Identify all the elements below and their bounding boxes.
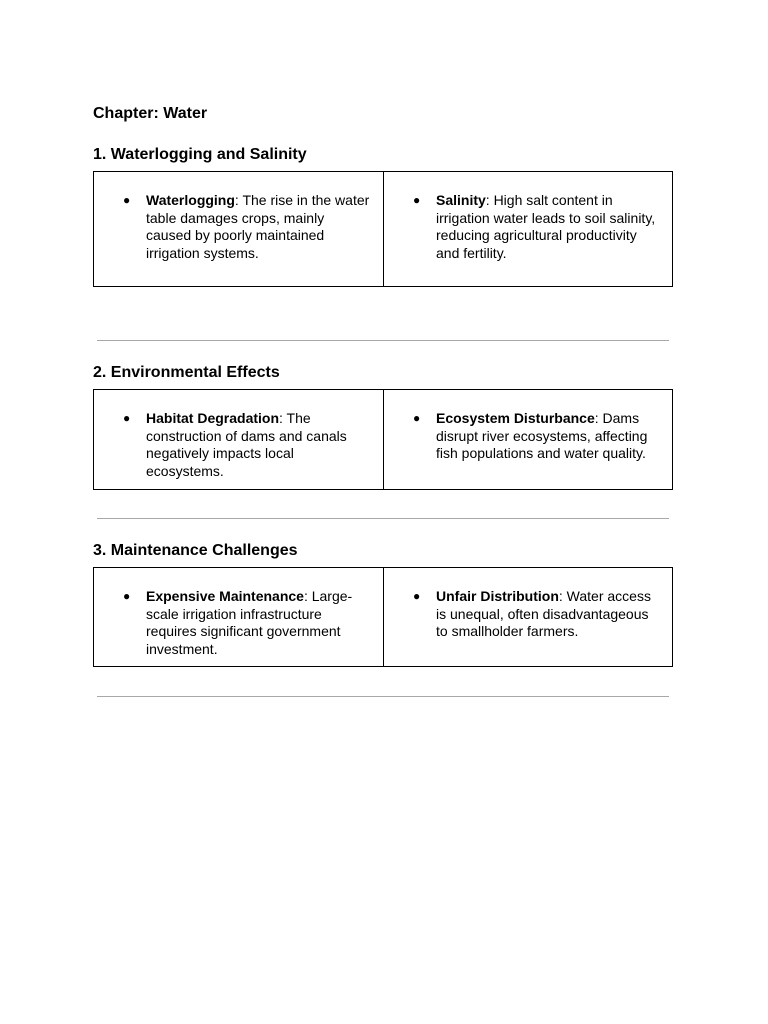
section-environmental-effects <box>93 363 673 490</box>
section-title: 2. Environmental Effects <box>93 364 280 381</box>
description: : Water access is unequal, often disadvantageous to smallholder farmers. <box>436 588 651 639</box>
table-cell <box>383 390 672 489</box>
term: Waterlogging <box>146 192 235 208</box>
description: : Large-scale irrigation infrastructure requires significant government investment. <box>146 588 353 657</box>
description: : High salt content in irrigation water leads to soil salinity, reducing agricultural productivity and fertility. <box>436 192 656 261</box>
list-item <box>123 410 373 480</box>
list-item <box>413 410 662 463</box>
bullet-icon: ● <box>413 589 421 603</box>
section-title: 3. Maintenance Challenges <box>93 542 298 559</box>
bullet-text <box>146 192 373 262</box>
list-item <box>123 192 373 262</box>
section-divider <box>97 518 669 519</box>
bullet-text <box>436 588 662 641</box>
list-item <box>413 192 662 262</box>
bullet-text <box>436 410 662 463</box>
section-table <box>93 171 673 287</box>
table-cell <box>94 390 383 489</box>
term: Habitat Degradation <box>146 410 280 426</box>
list-item <box>413 588 662 641</box>
table-cell <box>383 568 672 666</box>
table-cell <box>94 172 383 286</box>
list-item <box>123 588 373 658</box>
bullet-text <box>146 410 373 480</box>
bullet-icon: ● <box>413 411 421 425</box>
term: Salinity <box>436 192 486 208</box>
bullet-icon: ● <box>123 411 131 425</box>
description: : The construction of dams and canals negatively impacts local ecosystems. <box>146 410 347 479</box>
section-table <box>93 567 673 667</box>
term: Unfair Distribution <box>436 588 559 604</box>
section-waterlogging-salinity <box>93 145 673 287</box>
table-cell <box>383 172 672 286</box>
bullet-icon: ● <box>123 193 131 207</box>
chapter-title: Chapter: Water <box>93 105 208 122</box>
section-divider <box>97 340 669 341</box>
bullet-icon: ● <box>123 589 131 603</box>
section-divider <box>97 696 669 697</box>
term: Expensive Maintenance <box>146 588 304 604</box>
bullet-text <box>146 588 373 658</box>
description: : The rise in the water table damages crops, mainly caused by poorly maintained irrigation systems. <box>146 192 370 261</box>
section-table <box>93 389 673 490</box>
section-title: 1. Waterlogging and Salinity <box>93 146 307 163</box>
bullet-text <box>436 192 662 262</box>
table-cell <box>94 568 383 666</box>
bullet-icon: ● <box>413 193 421 207</box>
term: Ecosystem Disturbance <box>436 410 595 426</box>
section-maintenance-challenges <box>93 541 673 667</box>
description: : Dams disrupt river ecosystems, affecting fish populations and water quality. <box>436 410 648 461</box>
